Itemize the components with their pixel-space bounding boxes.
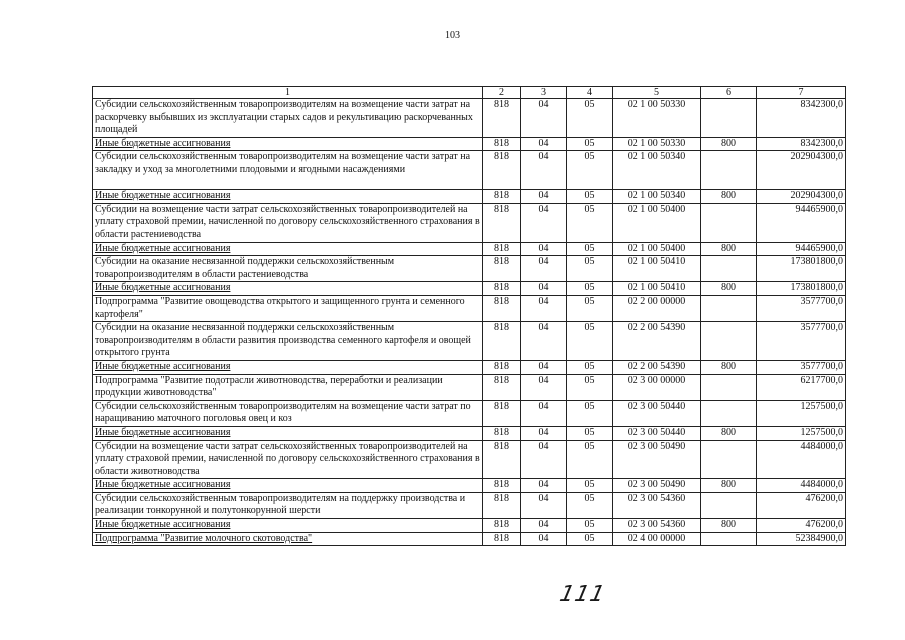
- row-amount: 8342300,0: [757, 99, 846, 138]
- row-expense-type: [701, 492, 757, 518]
- row-name: Иные бюджетные ассигнования: [93, 360, 483, 374]
- row-expense-type: 800: [701, 282, 757, 296]
- table-row: [93, 360, 846, 374]
- table-row: [93, 400, 846, 426]
- row-target-article: 02 3 00 50490: [613, 440, 701, 479]
- column-header: 7: [757, 87, 846, 99]
- row-name: Субсидии на оказание несвязанной поддержки сельскохозяйственным товаропроизводителям в области растениеводства: [93, 256, 483, 282]
- table-row: [93, 374, 846, 400]
- row-name: Субсидии сельскохозяйственным товаропроизводителям на возмещение части затрат по наращиванию маточного поголовья овец и коз: [93, 400, 483, 426]
- row-subsection: 05: [567, 256, 613, 282]
- row-target-article: 02 1 00 50330: [613, 137, 701, 151]
- row-admin-code: 818: [483, 151, 521, 190]
- row-target-article: 02 2 00 54390: [613, 360, 701, 374]
- row-section: 04: [521, 295, 567, 321]
- row-expense-type: [701, 532, 757, 546]
- row-admin-code: 818: [483, 374, 521, 400]
- row-subsection: 05: [567, 400, 613, 426]
- row-amount: 1257500,0: [757, 400, 846, 426]
- row-target-article: 02 1 00 50340: [613, 190, 701, 204]
- table-row: [93, 203, 846, 242]
- row-name: Подпрограмма "Развитие подотрасли животноводства, переработки и реализации продукции животноводства": [93, 374, 483, 400]
- row-target-article: 02 2 00 00000: [613, 295, 701, 321]
- row-admin-code: 818: [483, 440, 521, 479]
- row-name: Субсидии сельскохозяйственным товаропроизводителям на поддержку производства и реализации тонкорунной и полутонкорунной шерсти: [93, 492, 483, 518]
- row-name: Субсидии на оказание несвязанной поддержки сельскохозяйственным товаропроизводителям в области развития производства семенного картофеля и овощей открытого грунта: [93, 322, 483, 361]
- row-section: 04: [521, 519, 567, 533]
- row-section: 04: [521, 190, 567, 204]
- row-section: 04: [521, 374, 567, 400]
- row-name: Иные бюджетные ассигнования: [93, 137, 483, 151]
- row-admin-code: 818: [483, 426, 521, 440]
- row-admin-code: 818: [483, 400, 521, 426]
- row-target-article: 02 2 00 54390: [613, 322, 701, 361]
- row-amount: 3577700,0: [757, 295, 846, 321]
- row-admin-code: 818: [483, 99, 521, 138]
- row-amount: 1257500,0: [757, 426, 846, 440]
- row-expense-type: 800: [701, 426, 757, 440]
- row-expense-type: [701, 256, 757, 282]
- row-name: Иные бюджетные ассигнования: [93, 479, 483, 493]
- table-row: [93, 322, 846, 361]
- table-row: [93, 426, 846, 440]
- row-subsection: 05: [567, 360, 613, 374]
- column-header: 2: [483, 87, 521, 99]
- row-subsection: 05: [567, 532, 613, 546]
- table-row: [93, 190, 846, 204]
- table-row: [93, 282, 846, 296]
- table-header-row: [93, 87, 846, 99]
- row-expense-type: [701, 99, 757, 138]
- row-subsection: 05: [567, 99, 613, 138]
- row-admin-code: 818: [483, 282, 521, 296]
- row-name: Субсидии сельскохозяйственным товаропроизводителям на возмещение части затрат на закладку и уход за многолетними плодовыми и ягодными насаждениями: [93, 151, 483, 190]
- row-subsection: 05: [567, 374, 613, 400]
- row-admin-code: 818: [483, 479, 521, 493]
- row-name: Иные бюджетные ассигнования: [93, 426, 483, 440]
- row-amount: 476200,0: [757, 492, 846, 518]
- row-admin-code: 818: [483, 492, 521, 518]
- row-amount: 202904300,0: [757, 151, 846, 190]
- row-section: 04: [521, 532, 567, 546]
- row-target-article: 02 1 00 50400: [613, 203, 701, 242]
- row-amount: 4484000,0: [757, 479, 846, 493]
- table-body: [93, 99, 846, 546]
- row-subsection: 05: [567, 190, 613, 204]
- row-target-article: 02 4 00 00000: [613, 532, 701, 546]
- row-expense-type: [701, 151, 757, 190]
- row-amount: 202904300,0: [757, 190, 846, 204]
- row-name: Иные бюджетные ассигнования: [93, 282, 483, 296]
- table-row: [93, 479, 846, 493]
- row-section: 04: [521, 203, 567, 242]
- row-expense-type: [701, 374, 757, 400]
- row-admin-code: 818: [483, 256, 521, 282]
- row-amount: 8342300,0: [757, 137, 846, 151]
- row-section: 04: [521, 492, 567, 518]
- row-expense-type: [701, 322, 757, 361]
- row-expense-type: 800: [701, 519, 757, 533]
- row-expense-type: 800: [701, 190, 757, 204]
- row-admin-code: 818: [483, 295, 521, 321]
- row-name: Иные бюджетные ассигнования: [93, 242, 483, 256]
- row-name: Иные бюджетные ассигнования: [93, 190, 483, 204]
- row-expense-type: 800: [701, 479, 757, 493]
- row-target-article: 02 3 00 50440: [613, 400, 701, 426]
- page-number: 103: [445, 30, 460, 41]
- row-expense-type: [701, 295, 757, 321]
- row-admin-code: 818: [483, 532, 521, 546]
- row-expense-type: [701, 400, 757, 426]
- row-target-article: 02 3 00 54360: [613, 492, 701, 518]
- row-amount: 6217700,0: [757, 374, 846, 400]
- row-subsection: 05: [567, 295, 613, 321]
- row-admin-code: 818: [483, 242, 521, 256]
- row-admin-code: 818: [483, 519, 521, 533]
- row-target-article: 02 3 00 50490: [613, 479, 701, 493]
- row-amount: 3577700,0: [757, 322, 846, 361]
- row-section: 04: [521, 479, 567, 493]
- row-section: 04: [521, 137, 567, 151]
- column-header: 4: [567, 87, 613, 99]
- row-name: Подпрограмма "Развитие овощеводства открытого и защищенного грунта и семенного картофеля": [93, 295, 483, 321]
- row-expense-type: [701, 203, 757, 242]
- row-admin-code: 818: [483, 360, 521, 374]
- row-section: 04: [521, 400, 567, 426]
- row-subsection: 05: [567, 426, 613, 440]
- row-amount: 476200,0: [757, 519, 846, 533]
- row-target-article: 02 1 00 50410: [613, 282, 701, 296]
- row-expense-type: [701, 440, 757, 479]
- row-name: Субсидии сельскохозяйственным товаропроизводителям на возмещение части затрат на раскорчевку выбывших из эксплуатации старых садов и рекультивацию раскорчеванных площадей: [93, 99, 483, 138]
- table-row: [93, 295, 846, 321]
- row-section: 04: [521, 151, 567, 190]
- row-amount: 4484000,0: [757, 440, 846, 479]
- column-header: 1: [93, 87, 483, 99]
- row-name: Субсидии на возмещение части затрат сельскохозяйственных товаропроизводителей на уплату страховой премии, начисленной по договору сельскохозяйственного страхования в области животноводства: [93, 440, 483, 479]
- row-target-article: 02 3 00 00000: [613, 374, 701, 400]
- table-row: [93, 440, 846, 479]
- row-subsection: 05: [567, 492, 613, 518]
- row-name: Субсидии на возмещение части затрат сельскохозяйственных товаропроизводителей на уплату страховой премии, начисленной по договору сельскохозяйственного страхования в области растениеводства: [93, 203, 483, 242]
- column-header: 5: [613, 87, 701, 99]
- row-subsection: 05: [567, 242, 613, 256]
- table-row: [93, 532, 846, 546]
- table-row: [93, 99, 846, 138]
- row-amount: 52384900,0: [757, 532, 846, 546]
- row-subsection: 05: [567, 203, 613, 242]
- row-target-article: 02 3 00 54360: [613, 519, 701, 533]
- handwritten-page-mark: 111: [557, 582, 608, 607]
- row-target-article: 02 1 00 50330: [613, 99, 701, 138]
- row-section: 04: [521, 282, 567, 296]
- row-section: 04: [521, 322, 567, 361]
- row-amount: 173801800,0: [757, 256, 846, 282]
- table-row: [93, 519, 846, 533]
- row-name: Иные бюджетные ассигнования: [93, 519, 483, 533]
- row-admin-code: 818: [483, 190, 521, 204]
- row-name: Подпрограмма "Развитие молочного скотоводства": [93, 532, 483, 546]
- row-target-article: 02 1 00 50340: [613, 151, 701, 190]
- row-expense-type: 800: [701, 360, 757, 374]
- column-header: 3: [521, 87, 567, 99]
- row-section: 04: [521, 242, 567, 256]
- table-row: [93, 137, 846, 151]
- row-amount: 94465900,0: [757, 203, 846, 242]
- row-admin-code: 818: [483, 322, 521, 361]
- row-section: 04: [521, 360, 567, 374]
- row-admin-code: 818: [483, 137, 521, 151]
- row-section: 04: [521, 440, 567, 479]
- row-expense-type: 800: [701, 242, 757, 256]
- row-subsection: 05: [567, 440, 613, 479]
- row-section: 04: [521, 256, 567, 282]
- row-subsection: 05: [567, 151, 613, 190]
- row-amount: 173801800,0: [757, 282, 846, 296]
- budget-table: [92, 86, 846, 546]
- row-amount: 3577700,0: [757, 360, 846, 374]
- table-row: [93, 256, 846, 282]
- row-subsection: 05: [567, 282, 613, 296]
- row-target-article: 02 1 00 50410: [613, 256, 701, 282]
- row-target-article: 02 3 00 50440: [613, 426, 701, 440]
- row-expense-type: 800: [701, 137, 757, 151]
- table-row: [93, 492, 846, 518]
- row-admin-code: 818: [483, 203, 521, 242]
- row-target-article: 02 1 00 50400: [613, 242, 701, 256]
- row-section: 04: [521, 99, 567, 138]
- row-amount: 94465900,0: [757, 242, 846, 256]
- row-subsection: 05: [567, 479, 613, 493]
- table-row: [93, 242, 846, 256]
- row-subsection: 05: [567, 519, 613, 533]
- table-row: [93, 151, 846, 190]
- row-subsection: 05: [567, 322, 613, 361]
- column-header: 6: [701, 87, 757, 99]
- row-subsection: 05: [567, 137, 613, 151]
- row-section: 04: [521, 426, 567, 440]
